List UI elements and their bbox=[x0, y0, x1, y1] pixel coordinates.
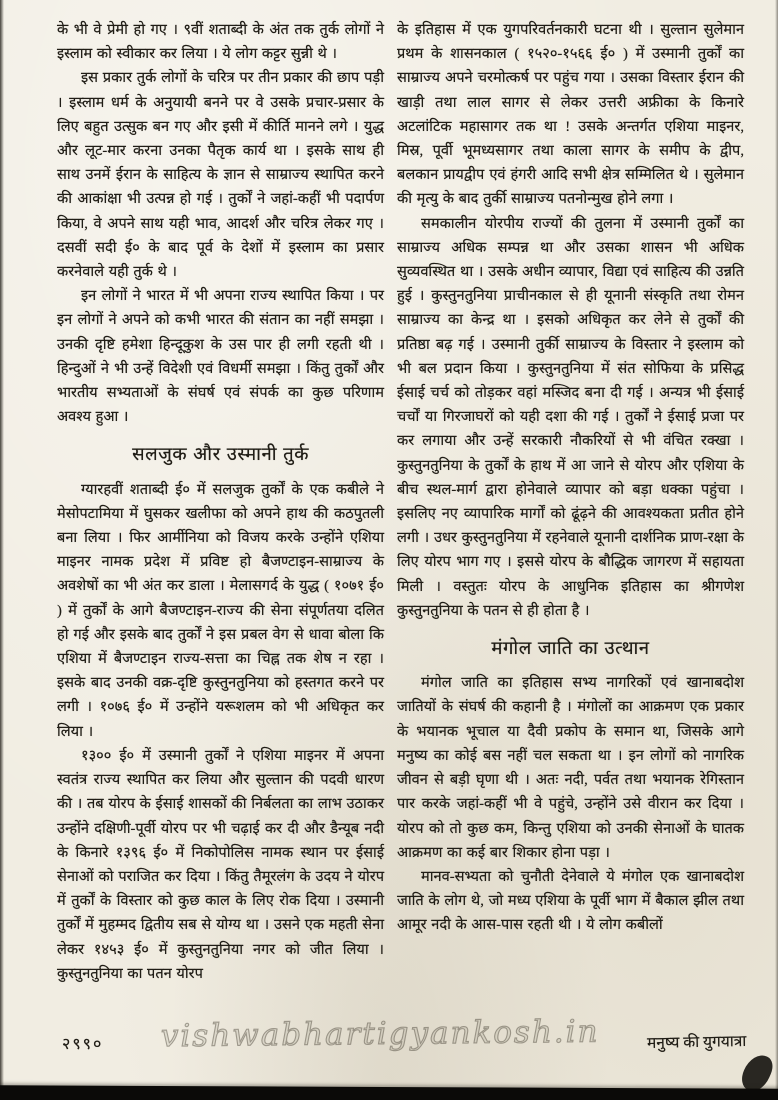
page-number: २९९० bbox=[62, 1036, 104, 1053]
watermark: vishwabhartigyankosh.in bbox=[160, 1013, 600, 1055]
paragraph: इन लोगों ने भारत में भी अपना राज्य स्थापित किया । पर इन लोगों ने अपने को कभी भारत की संतान का नहीं समझा । उनकी दृष्टि हमेशा हिन्दूकुश के उस पार ही लगी रहती थी । हिन्दुओं ने भी उन्हें विदेशी एवं विधर्मी समझा । किंतु तुर्कों और भारतीय सभ्यताओं के संघर्ष एवं संपर्क का कुछ परिणाम अवश्य हुआ । bbox=[57, 288, 384, 426]
paragraph: मंगोल जाति का इतिहास सभ्य नागरिकों एवं खानाबदोश जातियों के संघर्ष की कहानी है । मंगोलों का आक्रमण एक प्रकार के भयानक भूचाल या दैवी प्रकोप के समान था, जिसके आगे मनुष्य का कोई बस नहीं चल सकता था । इन लोगों को नागरिक जीवन से बड़ी घृणा थी । अतः नदी, पर्वत तथा भयानक रेगिस्तान पार करके जहां-कहीं भी वे पहुंचे, उन्होंने उसे वीरान कर दिया । योरप को तो कुछ कम, किन्तु एशिया को उनकी सेनाओं के घातक आक्रमण का कई बार शिकार होना पड़ा । bbox=[397, 675, 744, 861]
right-column bbox=[397, 18, 744, 938]
paragraph: १३०० ई० में उस्मानी तुर्कों ने एशिया माइनर में अपना स्वतंत्र राज्य स्थापित कर लिया और सुल्तान की पदवी धारण की । तब योरप के ईसाई शासकों की निर्बलता का लाभ उठाकर उन्होंने दक्षिणी-पूर्वी योरप पर भी चढ़ाई कर दी और डैन्यूब नदी के किनारे १३९६ ई० में निकोपोलिस नामक स्थान पर ईसाई सेनाओं को पराजित कर दिया । किंतु तैमूरलंग के उदय ने योरप में तुर्कों के विस्तार को कुछ काल के लिए रोक दिया । उस्मानी तुर्कों में मुहम्मद द्वितीय सब से योग्य था । उसने एक महती सेना लेकर १४५३ ई० में कुस्तुनतुनिया नगर को जीत लिया । कुस्तुनतुनिया का पतन योरप bbox=[57, 747, 384, 982]
paragraph: ग्यारहवीं शताब्दी ई० में सलजुक तुर्कों के एक कबीले ने मेसोपटामिया में घुसकर खलीफा को अपने हाथ की कठपुतली बना लिया । फिर आर्मीनिया को विजय करके उन्होंने एशिया माइनर नामक प्रदेश में प्रविष्ट हो बैजण्टाइन-साम्राज्य के अवशेषों का भी अंत कर डाला । मेलासगर्द के युद्ध ( १०७१ ई० ) में तुर्कों के आगे बैजण्टाइन-राज्य की सेना संपूर्णतया दलित हो गई और इसके बाद तुर्कों ने इस प्रबल वेग से धावा बोला कि एशिया में बैजण्टाइन राज्य-सत्ता का चिह्न तक शेष न रहा । इसके बाद उनकी वक्र-दृष्टि कुस्तुनतुनिया को हस्तगत करने पर लगी । १०७६ ई० में उन्होंने यरूशलम को भी अधिकृत कर लिया । bbox=[57, 481, 384, 740]
scan-left-edge bbox=[0, 0, 4, 1100]
paragraph: इस प्रकार तुर्क लोगों के चरित्र पर तीन प्रकार की छाप पड़ी । इस्लाम धर्म के अनुयायी बनने पर वे उसके प्रचार-प्रसार के लिए बहुत उत्सुक बन गए और इसी में कीर्ति मानने लगे । युद्ध और लूट-मार करना उनका पैतृक कार्य था । इसके साथ ही साथ उनमें ईरान के साहित्य के ज्ञान से साम्राज्य स्थापित करने की आकांक्षा भी उत्पन्न हो गई । तुर्कों ने जहां-कहीं भी पदार्पण किया, वे अपने साथ यही भाव, आदर्श और चरित्र लेकर गए । दसवीं सदी ई० के बाद पूर्व के देशों में इस्लाम का प्रसार करनेवाले यही तुर्क थे । bbox=[57, 70, 384, 281]
section-heading-mangol-jati-ka-utthan: मंगोल जाति का उत्थान bbox=[491, 639, 650, 660]
paragraph-continuation: के इतिहास में एक युगपरिवर्तनकारी घटना थी । सुल्तान सुलेमान प्रथम के शासनकाल ( १५२०-१५६६ ई० ) में उस्मानी तुर्कों का साम्राज्य अपने चरमोत्कर्ष पर पहुंच गया । उसका विस्तार ईरान की खाड़ी तथा लाल सागर से लेकर उत्तरी अफ्रीका के किनारे अटलांटिक महासागर तक था ! उसके अन्तर्गत एशिया माइनर, मिस्र, पूर्वी भूमध्यसागर तथा काला सागर के समीप के द्वीप, बलकान प्रायद्वीप एवं हंगरी आदि सभी क्षेत्र सम्मिलित थे । सुलेमान की मृत्यु के बाद तुर्की साम्राज्य पतनोन्मुख होने लगा । bbox=[397, 22, 744, 208]
paragraph: मानव-सभ्यता को चुनौती देनेवाले ये मंगोल एक खानाबदोश जाति के लोग थे, जो मध्य एशिया के पूर्वी भाग में बैकाल झील तथा आमूर नदी के आस-पास रहती थी । ये लोग कबीलों bbox=[397, 868, 744, 934]
running-footer-book-title: मनुष्य की युगयात्रा bbox=[646, 1032, 747, 1053]
left-column bbox=[57, 18, 384, 986]
section-heading-saljuk-usmani-turk: सलजुक और उस्मानी तुर्क bbox=[132, 445, 309, 466]
paragraph-continuation: के भी वे प्रेमी हो गए । ९वीं शताब्दी के अंत तक तुर्क लोगों ने इस्लाम को स्वीकार कर लिया । ये लोग कट्टर सुन्नी थे । bbox=[57, 22, 384, 63]
paragraph: समकालीन योरपीय राज्यों की तुलना में उस्मानी तुर्कों का साम्राज्य अधिक सम्पन्न था और उसका शासन भी अधिक सुव्यवस्थित था । उसके अधीन व्यापार, विद्या एवं साहित्य की उन्नति हुई । कुस्तुनतुनिया प्राचीनकाल से ही यूनानी संस्कृति तथा रोमन साम्राज्य का केन्द्र था । इसको अधिकृत कर लेने से तुर्कों की प्रतिष्ठा बढ़ गई । उस्मानी तुर्की साम्राज्य के विस्तार ने इस्लाम को भी बल प्रदान किया । कुस्तुनतुनिया में संत सोफिया के प्रसिद्ध ईसाई चर्च को तोड़कर वहां मस्जिद बना दी गई । अन्यत्र भी ईसाई चर्चों या गिरजाघरों को यही दशा की गई । तुर्कों ने ईसाई प्रजा पर कर लगाया और उन्हें सरकारी नौकरियों से भी वंचित रक्खा । कुस्तुनतुनिया के तुर्कों के हाथ में आ जाने से योरप और एशिया के बीच स्थल-मार्ग द्वारा होनेवाले व्यापार को बड़ा धक्का पहुंचा । इसलिए नए व्यापारिक मार्गों को ढूंढ़ने की आवश्यकता प्रतीत होने लगी । उधर कुस्तुनतुनिया में रहनेवाले यूनानी दार्शनिक प्राण-रक्षा के लिए योरप भाग गए । इससे योरप के बौद्धिक जागरण में सहायता मिली । वस्तुतः योरप के आधुनिक इतिहास का श्रीगणेश कुस्तुनतुनिया के पतन से ही होता है । bbox=[397, 215, 744, 619]
scan-bottom-edge bbox=[0, 1085, 778, 1100]
